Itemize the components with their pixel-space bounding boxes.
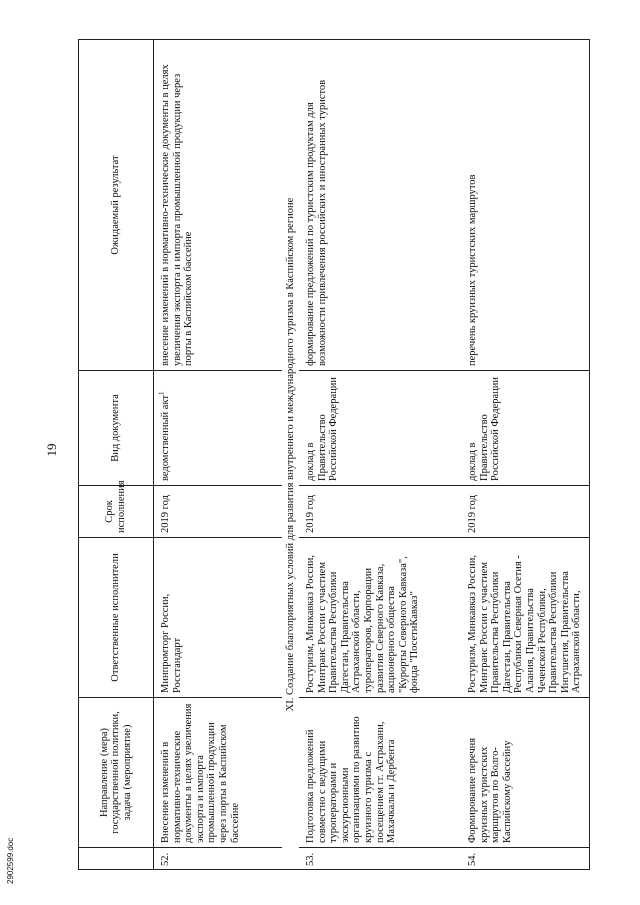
row-result: внесение изменений в нормативно-технические документы в целях увеличения экспорта и импорта промышленной продукции через порты в Каспийском бассейне — [154, 40, 282, 371]
footnote-mark: 1 — [157, 391, 166, 395]
header-result: Ожидаемый результат — [79, 40, 154, 371]
table-header-row — [79, 40, 154, 870]
row-doc-type — [154, 371, 282, 486]
row-doc-type: доклад в Правительство Российской Федерации — [299, 371, 461, 486]
row-direction: Подготовка предложений совместно с ведущими туроператорами и экскурсионными организациями по развитию круизного туризма с посещением гг. Астрахани, Махачкалы и Дербента — [299, 698, 461, 848]
row-number: 54. — [461, 848, 589, 870]
row-direction: Внесение изменений в нормативно-технические документы в целях увеличения экспорта и импорта промышленной продукции через порты в Каспийском бассейне — [154, 698, 282, 848]
header-executors: Ответственные исполнители — [79, 538, 154, 698]
row-result: перечень круизных туристских маршрутов — [461, 40, 589, 371]
row-number: 53. — [299, 848, 461, 870]
header-num — [79, 848, 154, 870]
header-term: Срок исполнения — [79, 486, 154, 538]
table-row — [461, 40, 589, 870]
file-name-footer: 2902599.doc — [6, 837, 15, 884]
header-doc-type: Вид документа — [79, 371, 154, 486]
row-doc-type: доклад в Правительство Российской Федерации — [461, 371, 589, 486]
row-direction: Формирование перечня круизных туристских маршрутов по Волго-Каспийскому бассейну — [461, 698, 589, 848]
row-executors: Минпромторг России, Росстандарт — [154, 538, 282, 698]
row-result: формирование предложений по туристским продуктам для возможности привлечения российских и иностранных туристов — [299, 40, 461, 371]
row-term: 2019 год — [154, 486, 282, 538]
measures-table — [78, 39, 590, 870]
row-term: 2019 год — [299, 486, 461, 538]
header-direction: Направление (мера) государственной политики, задача (мероприятие) — [79, 698, 154, 848]
table-row — [154, 40, 282, 870]
row-term: 2019 год — [461, 486, 589, 538]
page-number: 19 — [44, 443, 59, 457]
section-row — [282, 40, 300, 870]
row-number: 52. — [154, 848, 282, 870]
doc-type-text: ведомственный акт — [160, 394, 171, 481]
table-row — [299, 40, 461, 870]
section-title: XI. Создание благоприятных условий для развития внутреннего и международного туризма в Каспийском регионе — [282, 40, 300, 870]
rotated-page — [40, 30, 600, 870]
row-executors: Ростуризм, Минкавказ России, Минтранс России с участием Правительства Республики Дагестан, Правительства Астраханской области, туроператоров, Корпорации развития Северного Кавказа, акционерного общества "Курорты Северного Кавказа", фонда "ПосетиКавказ" — [299, 538, 461, 698]
row-executors: Ростуризм, Минкавказ России, Минтранс России с участием Правительства Республики Дагестан, Правительства Республики Северная Осетия - Алания, Правительства Чеченской Республики, Правительства Республики Ингушетия, Правительства Астраханской области, — [461, 538, 589, 698]
